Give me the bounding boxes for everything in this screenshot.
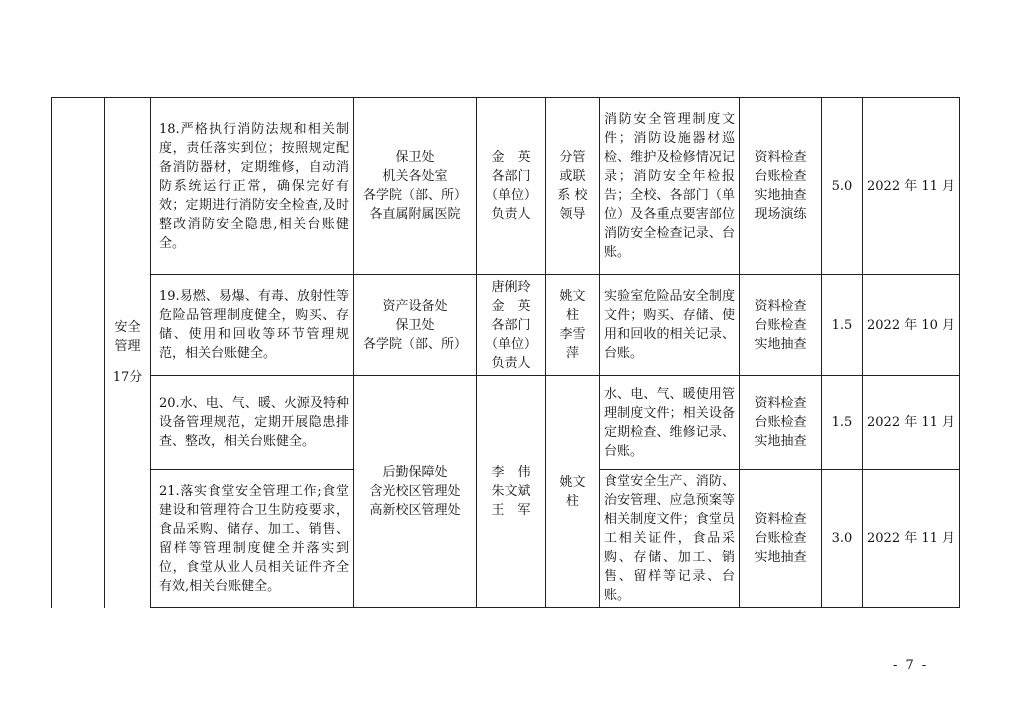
person-line: 李 伟: [491, 465, 531, 480]
item-cell: 20.水、电、气、暖、火源及特种设备管理规范，定期开展隐患排查、整改，相关台账健全。: [151, 376, 354, 470]
dept-line: 含光校区管理处: [369, 484, 461, 499]
method-line: 现场演练: [754, 207, 807, 222]
item-cell: 19.易燃、易爆、有毒、放射性等危险品管理制度健全，购买、存储、使用和回收等环节管理规范，相关台账健全。: [151, 275, 354, 376]
dept-line: 保卫处: [395, 317, 435, 333]
date-cell: 2022 年 10 月: [863, 275, 960, 376]
method-line: 资料检查: [754, 396, 807, 411]
leader-line: 柱: [565, 493, 579, 509]
person-line: 王 军: [491, 503, 531, 518]
table-row: [52, 98, 960, 275]
person-line: 金 英: [491, 150, 531, 165]
score-cell: 3.0: [822, 470, 863, 608]
leader-line: 分管: [559, 150, 586, 165]
person-line: （单位）: [484, 336, 537, 352]
page-number: - 7 -: [893, 658, 929, 673]
person-line: 负责人: [491, 207, 531, 222]
score-cell: 5.0: [822, 98, 863, 275]
method-line: 资料检查: [754, 512, 807, 527]
method-line: 台账检查: [754, 531, 807, 546]
materials-cell: 消防安全管理制度文件；消防设施器材巡检、维护及检修情况记录；消防安全年检报告；全校、各部门（单位）及各重点要害部位消防安全检查记录、台账。: [600, 98, 740, 275]
materials-cell: 水、电、气、暖使用管理制度文件；相关设备定期检查、维修记录、台账。: [600, 376, 740, 470]
category-score: 17分: [112, 370, 143, 386]
leader-cell: [546, 275, 600, 376]
dept-cell: [354, 98, 477, 275]
dept-cell: [354, 376, 477, 608]
method-line: 台账检查: [754, 415, 807, 430]
method-line: 资料检查: [754, 298, 807, 314]
person-line: 各部门: [491, 317, 531, 333]
materials-cell: 实验室危险品安全制度文件；购买、存储、使用和回收的相关记录、台账。: [600, 275, 740, 376]
dept-line: 高新校区管理处: [369, 503, 461, 518]
leader-line: 萍: [565, 346, 579, 361]
item-cell: 18.严格执行消防法规和相关制度，责任落实到位；按照规定配备消防器材，定期维修，自动消防系统运行正常，确保完好有效；定期进行消防安全检查,及时整改消防安全隐患,相关台账健全。: [151, 98, 354, 275]
person-cell: [477, 98, 546, 275]
leader-line: 或联: [559, 169, 586, 184]
person-line: 唐俐玲: [491, 279, 531, 295]
category-line2: 管理: [114, 339, 141, 355]
dept-cell: [354, 275, 477, 376]
dept-line: 各直属附属医院: [369, 207, 461, 222]
person-line: 负责人: [491, 355, 531, 371]
dept-line: 机关各处室: [382, 169, 448, 184]
score-cell: 1.5: [822, 376, 863, 470]
date-cell: 2022 年 11 月: [863, 98, 960, 275]
methods-cell: [740, 376, 822, 470]
leader-line: 李雪: [559, 327, 586, 342]
dept-line: 各学院（部、所）: [362, 188, 467, 203]
person-line: 朱文斌: [491, 484, 531, 499]
method-line: 台账检查: [754, 169, 807, 184]
dept-line: 资产设备处: [382, 298, 448, 314]
dept-line: 保卫处: [395, 150, 435, 165]
methods-cell: [740, 98, 822, 275]
evaluation-table: [51, 97, 960, 608]
category-line1: 安全: [114, 320, 141, 336]
leader-line: 柱: [565, 308, 579, 323]
table-row: [52, 376, 960, 470]
person-cell: [477, 275, 546, 376]
methods-cell: [740, 275, 822, 376]
category-cell: [105, 98, 151, 608]
table-row: [52, 275, 960, 376]
method-line: 实地抽查: [754, 550, 807, 565]
person-line: 金 英: [491, 298, 531, 314]
method-line: 实地抽查: [754, 434, 807, 449]
dept-line: 后勤保障处: [382, 465, 448, 480]
dept-line: 各学院（部、所）: [362, 336, 467, 352]
methods-cell: [740, 470, 822, 608]
blank-column-cell: [52, 98, 105, 608]
date-cell: 2022 年 11 月: [863, 376, 960, 470]
date-cell: 2022 年 11 月: [863, 470, 960, 608]
leader-cell: [546, 376, 600, 608]
person-cell: [477, 376, 546, 608]
person-line: 各部门: [491, 169, 531, 184]
method-line: 台账检查: [754, 317, 807, 333]
method-line: 实地抽查: [754, 188, 807, 203]
leader-line: 领导: [559, 207, 586, 222]
score-cell: 1.5: [822, 275, 863, 376]
method-line: 实地抽查: [754, 336, 807, 352]
materials-cell: 食堂安全生产、消防、治安管理、应急预案等相关制度文件；食堂员工相关证件，食品采购、存储、加工、销售、留样等记录、台账。: [600, 470, 740, 608]
method-line: 资料检查: [754, 150, 807, 165]
leader-line: 姚文: [559, 474, 586, 490]
leader-cell: [546, 98, 600, 275]
person-line: （单位）: [484, 188, 537, 203]
item-cell: 21.落实食堂安全管理工作;食堂建设和管理符合卫生防疫要求，食品采购、储存、加工、销售、留样等管理制度健全并落实到位，食堂从业人员相关证件齐全有效,相关台账健全。: [151, 470, 354, 608]
leader-line: 系 校: [557, 188, 588, 203]
leader-line: 姚文: [559, 289, 586, 304]
